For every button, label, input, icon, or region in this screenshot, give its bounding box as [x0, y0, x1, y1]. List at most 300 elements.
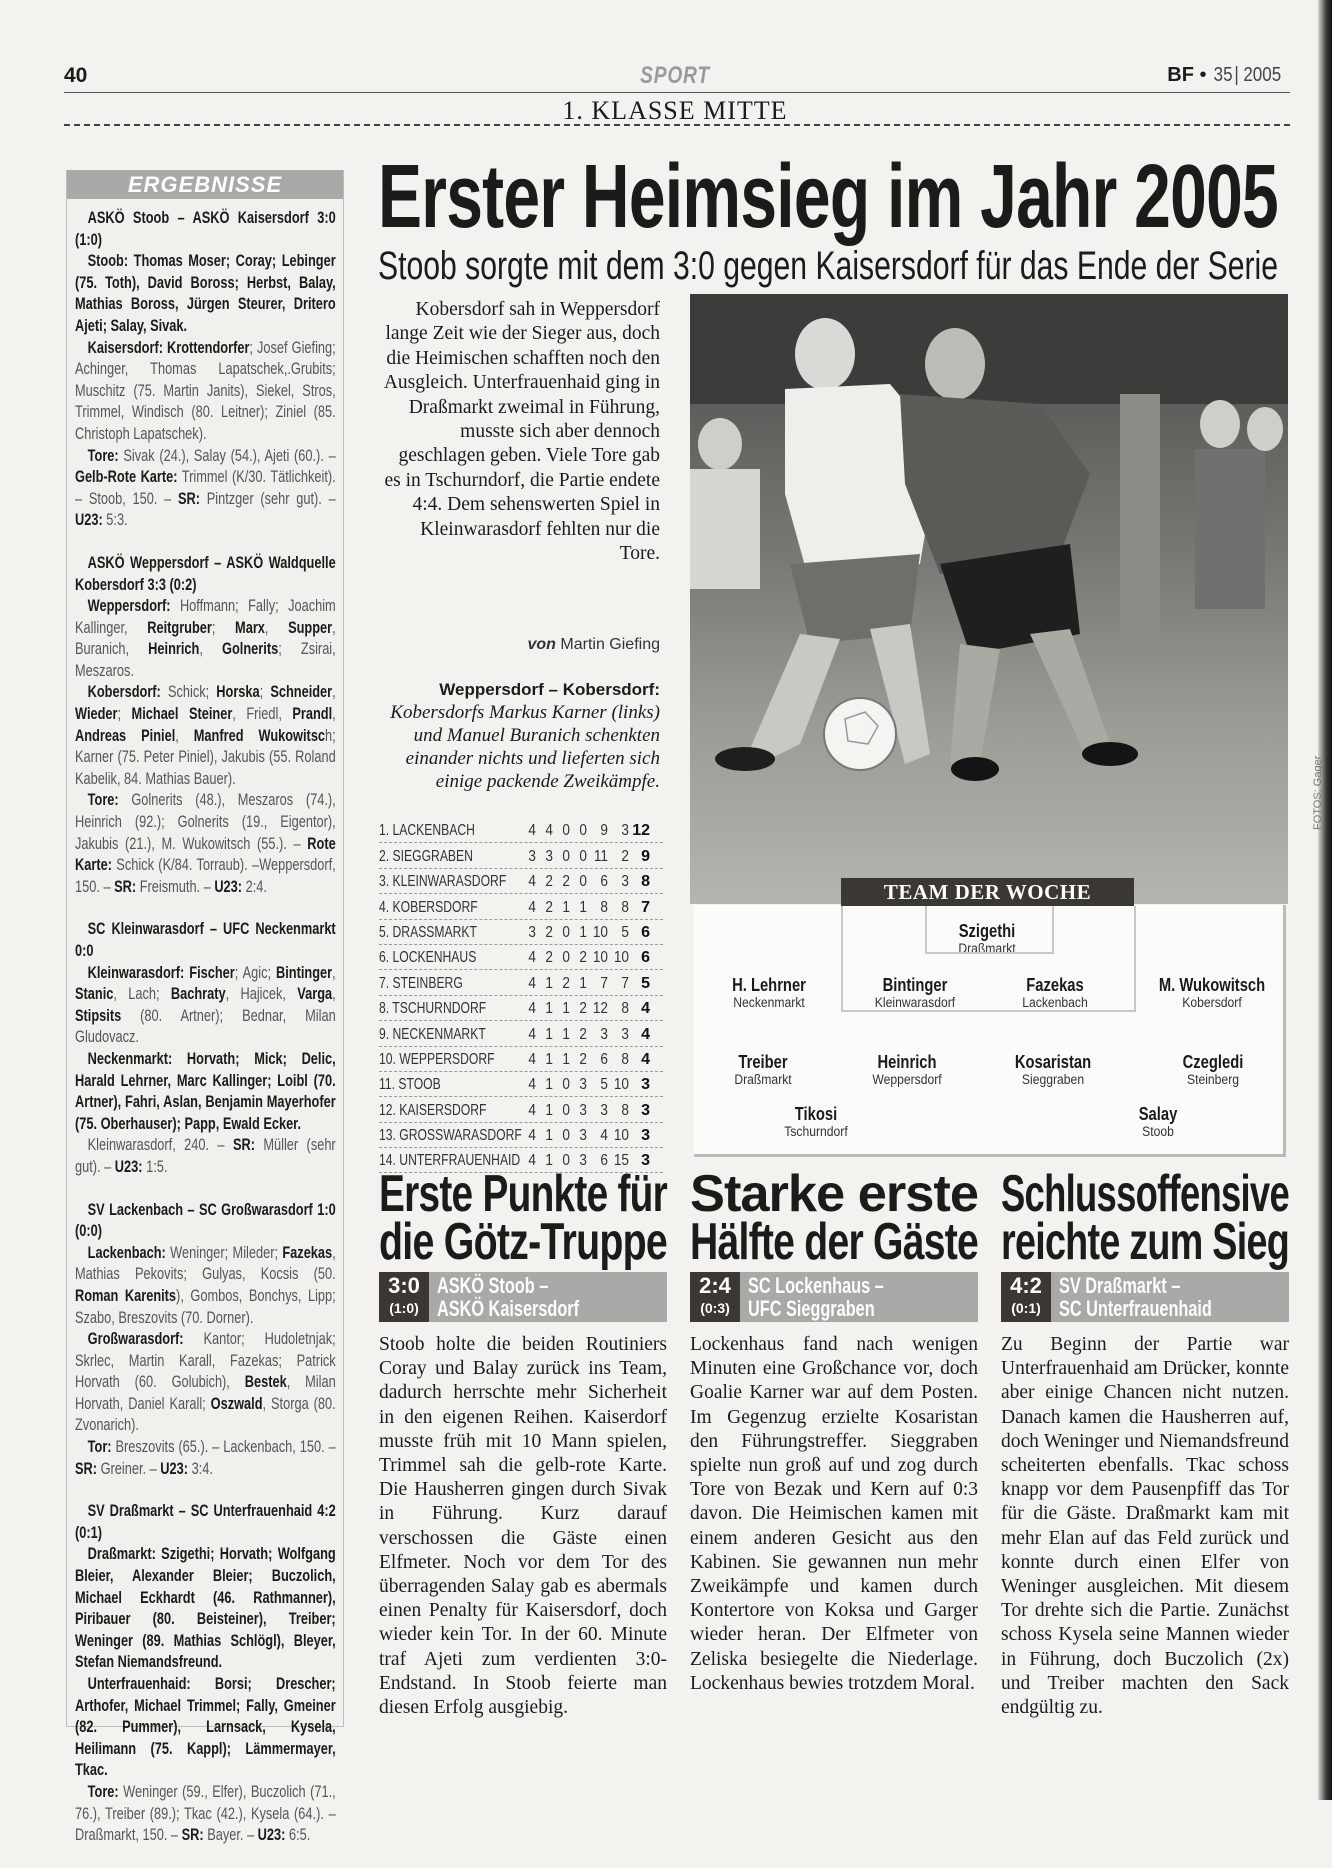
section-title: SPORT [640, 62, 710, 89]
stat-value: 3 [621, 822, 629, 840]
points: 5 [641, 974, 650, 992]
player-club: Lackenbach [1022, 995, 1088, 1010]
stat-value: 1 [562, 1050, 570, 1068]
headline-text: Erste Punkte für [379, 1165, 667, 1223]
bold-text: Tor: [87, 1438, 112, 1457]
text: 5:3. [102, 511, 128, 530]
match-title: ASKÖ Stoob – ASKÖ Kaisersdorf 3:0 (1:0) [75, 209, 336, 249]
stat-value: 0 [562, 847, 570, 865]
team-name: 1. LACKENBACH [379, 822, 475, 840]
match-paragraph [75, 1437, 336, 1480]
subheadline-box [378, 244, 1278, 288]
bold-text: U23: [214, 877, 243, 896]
match-paragraph [75, 1544, 336, 1674]
halftime-score: (0:1) [1011, 1300, 1041, 1316]
text: , [199, 640, 223, 659]
player-club: Draßmarkt [958, 941, 1016, 956]
stat-value: 3 [528, 923, 536, 941]
player-name: M. Wukowitsch [1158, 975, 1266, 995]
bold-text: Bachraty [170, 985, 226, 1004]
text: Schick; [160, 683, 217, 702]
match-paragraph [75, 1243, 336, 1329]
text: , [332, 985, 336, 1004]
text: ; Josef Giefing; Achinger, Thomas Lapatschek,.Grubits; Muschitz (75. Martin Janits), Siekel, Stros, Trimmel, Windisch (80. Leitner); Ziniel (85. Christoph Lapatschek). [75, 338, 336, 443]
stat-value: 7 [600, 974, 608, 992]
table-row [379, 843, 663, 868]
match-report [75, 1501, 336, 1847]
stat-value: 1 [562, 898, 570, 916]
score-box [379, 1272, 429, 1322]
subheadline: Stoob sorgte mit dem 3:0 gegen Kaisersdorf für das Ende der Serie [378, 244, 1278, 288]
dashed-rule [64, 124, 1290, 126]
match-paragraph [75, 963, 336, 1049]
player-forward [1078, 1104, 1238, 1140]
table-row [379, 945, 663, 970]
bold-text: SR: [181, 1826, 204, 1845]
bold-text: Tore: [87, 446, 119, 465]
stat-value: 8 [621, 1000, 629, 1018]
stat-value: 6 [600, 1050, 608, 1068]
stat-value: 4 [528, 898, 536, 916]
text: , [332, 963, 336, 982]
table-row [379, 996, 663, 1021]
bold-text: Varga [297, 985, 333, 1004]
player-name: H. Lehrner [732, 975, 806, 995]
match-paragraph [75, 790, 336, 898]
match-paragraph [75, 1135, 336, 1178]
stat-value: 0 [579, 847, 587, 865]
headline-text: Schlussoffensive [1001, 1165, 1289, 1223]
team-name: 8. TSCHURNDORF [379, 1000, 487, 1018]
halftime-score: (0:3) [700, 1300, 730, 1316]
stat-value: 1 [562, 1025, 570, 1043]
text: Bayer. – [203, 1826, 258, 1845]
headline-text: Starke erste [690, 1165, 978, 1223]
stat-value: 0 [562, 923, 570, 941]
byline-prefix: von [527, 636, 556, 653]
stat-value: 4 [528, 1127, 536, 1145]
headline-text: die Götz-Truppe [379, 1213, 667, 1271]
player-midfielder [827, 1052, 987, 1088]
player-club: Sieggraben [1021, 1072, 1085, 1087]
points: 3 [641, 1076, 650, 1094]
stat-value: 10 [592, 923, 608, 941]
stat-value: 6 [600, 1152, 608, 1170]
text: 1:5. [142, 1157, 168, 1176]
score-bar [379, 1272, 667, 1322]
standings-table [379, 818, 663, 1173]
match-title: SV Lackenbach – SC Großwarasdorf 1:0 (0:0) [75, 1200, 336, 1241]
table-row [379, 1097, 663, 1122]
team-name: 13. GROSSWARASDORF [379, 1127, 522, 1145]
bold-text: Stoob: Thomas Moser; Coray; Lebinger (75. Toth), David Boross; Herbst, Balay, Mathias Boross, Jürgen Steurer, Dritero Ajeti; Salay, Sivak. [75, 252, 336, 335]
bold-text: U23: [160, 1459, 189, 1478]
stat-value: 1 [579, 898, 587, 916]
stat-value: 0 [562, 1127, 570, 1145]
points: 12 [632, 822, 650, 840]
bold-text: Supper [288, 618, 333, 637]
stat-value: 9 [600, 822, 608, 840]
stat-value: 8 [621, 898, 629, 916]
match-paragraph [75, 596, 336, 682]
header-rule [64, 92, 1290, 93]
stat-value: 2 [621, 847, 629, 865]
bold-text: Kleinwarasdorf: Fischer [87, 963, 235, 982]
team-name: 5. DRASSMARKT [379, 923, 477, 941]
stat-value: 2 [545, 949, 553, 967]
text: , [175, 726, 194, 745]
match-paragraph [75, 682, 336, 790]
bold-text: Wieder [75, 705, 118, 724]
stat-value: 2 [579, 1025, 587, 1043]
stat-value: 0 [579, 873, 587, 891]
text: h; Karner (75. Peter Piniel), Jakubis (55. Roland Kabelik, 84. Mathias Bauer). [75, 726, 336, 788]
match-report [75, 1200, 336, 1481]
caption-text: Kobersdorfs Markus Karner (links) und Manuel Buranich schenkten einander nichts und lieferten sich einige packende Zweikämpfe. [390, 702, 660, 792]
final-score: 2:4 [699, 1273, 731, 1298]
score-box [690, 1272, 740, 1322]
text: Kantor; Hudoletnjak; Skrlec, Martin Karall, Fazekas; Patrick Horvath (60. Golubich), [75, 1330, 336, 1392]
team-name: 2. SIEGGRABEN [379, 847, 473, 865]
stat-value: 3 [528, 847, 536, 865]
stat-value: 3 [600, 1101, 608, 1119]
headline-text: Hälfte der Gäste [690, 1213, 978, 1271]
main-headline: Erster Heimsieg im Jahr 2005 [378, 147, 1278, 247]
stat-value: 1 [545, 1025, 553, 1043]
table-row [379, 1021, 663, 1046]
bold-text: Andreas Piniel [75, 726, 176, 745]
table-row [379, 869, 663, 894]
bold-text: Michael Steiner [131, 705, 233, 724]
score-bar [690, 1272, 978, 1322]
table-row [379, 1047, 663, 1072]
stat-value: 3 [579, 1127, 587, 1145]
points: 4 [641, 1000, 650, 1018]
text: Freismuth. – [136, 877, 215, 896]
player-name: Kosaristan [1014, 1052, 1092, 1072]
text: Kleinwarasdorf, 240. – [87, 1136, 233, 1155]
article-lockenhaus [690, 1165, 978, 1696]
match-paragraph [75, 251, 336, 337]
text: 3:4. [188, 1459, 213, 1478]
bold-text: Prandl [292, 705, 333, 724]
issue-label [1167, 64, 1284, 87]
bold-text: Tore: [87, 1782, 119, 1801]
match-title: ASKÖ Weppersdorf – ASKÖ Waldquelle Kobersdorf 3:3 (0:2) [75, 553, 336, 594]
stat-value: 4 [528, 1076, 536, 1094]
points: 4 [641, 1050, 650, 1068]
match-teams [1059, 1274, 1212, 1320]
stat-value: 4 [528, 974, 536, 992]
match-report [75, 208, 336, 532]
points: 9 [641, 847, 650, 865]
bold-text: Manfred Wukowitsc [193, 726, 326, 745]
stat-value: 3 [579, 1152, 587, 1170]
bold-text: U23: [257, 1826, 286, 1845]
team-name: 3. KLEINWARASDORF [379, 873, 507, 891]
text: Schick (K/84. Torraub). –Weppersdorf, 150. – [75, 856, 336, 896]
points: 4 [641, 1025, 650, 1043]
match-report [75, 919, 336, 1178]
stat-value: 7 [621, 974, 629, 992]
article-drassmarkt [1001, 1165, 1289, 1720]
text: , Milan Horvath, Daniel Karall; [75, 1373, 336, 1413]
bold-text: Bintinger [276, 963, 333, 982]
stat-value: 3 [621, 1025, 629, 1043]
bold-text: Stanic [75, 985, 114, 1004]
points: 3 [641, 1152, 650, 1170]
article-body: Stoob holte die beiden Routiniers Coray und Balay zurück ins Team, dadurch herrschte mehr Sicherheit in den eigenen Reihen. Kaiserdorf musste früh mit 10 Mann spielen, Trimmel sah die gelb-rote Karte. Die Hausherren gingen durch Sivak in Führung. Kurz darauf verschossen die Gäste einen Elfmeter. Noch vor dem Tor des überragenden Salay gab es abermals einen Penalty für Kaisersdorf, doch wieder kein Tor. In der 60. Minute traf Ajeti zum verdienten 3:0-Endstand. In Stoob feierte man diesen Erfolg ausgiebig. [379, 1334, 667, 1719]
player-club: Tschurndorf [784, 1124, 848, 1139]
article-stoob [379, 1165, 667, 1720]
text: Weninger (59., Elfer), Buczolich (71., 76.), Treiber (89.); Tkac (42.), Kysela (64.). – Draßmarkt, 150. – [75, 1782, 336, 1845]
stat-value: 10 [613, 1076, 629, 1094]
team-name: 14. UNTERFRAUENHAID [379, 1152, 521, 1170]
bold-text: Stipsits [75, 1006, 122, 1025]
stat-value: 2 [562, 974, 570, 992]
subsection-title: 1. KLASSE MITTE [562, 96, 788, 125]
text: Golnerits (48.), Meszaros (74.), Heinrich (92.); Golnerits (19., Eigentor), Jakubis (21.), M. Wukowitsch (55.). – [75, 791, 336, 853]
stat-value: 0 [562, 1076, 570, 1094]
stat-value: 3 [621, 873, 629, 891]
away-team: ASKÖ Kaisersdorf [437, 1296, 580, 1321]
photo-credit: FOTOS: Gager [1312, 755, 1324, 830]
bold-text: Fazekas [282, 1243, 333, 1262]
match-teams [748, 1274, 884, 1320]
bold-text: U23: [114, 1157, 143, 1176]
bold-text: Bestek [244, 1373, 287, 1392]
stat-value: 1 [545, 974, 553, 992]
results-heading: ERGEBNISSE [67, 170, 343, 199]
home-team: ASKÖ Stoob – [437, 1273, 549, 1298]
points: 8 [641, 873, 650, 891]
stat-value: 2 [545, 873, 553, 891]
player-club: Weppersdorf [872, 1072, 942, 1087]
team-name: 10. WEPPERSDORF [379, 1050, 495, 1068]
intro-paragraph: Kobersdorf sah in Weppersdorf lange Zeit wie der Sieger aus, doch die Heimischen schafften noch den Ausgleich. Unterfrauenhaid ging in Draßmarkt zweimal in Führung, musste sich aber dennoch geschlagen geben. Viele Tore gab es in Tschurndorf, die Partie endete 4:4. Dem sehenswerten Spiel in Kleinwarasdorf fehlten nur die Tore. [383, 299, 660, 565]
text: 2:4. [242, 877, 267, 896]
text: ; [211, 618, 236, 637]
text: ; Agic; [234, 963, 277, 982]
stat-value: 4 [528, 949, 536, 967]
stat-value: 3 [545, 847, 553, 865]
points: 3 [641, 1101, 650, 1119]
text: Trimmel (K/30. Tätlichkeit). – Stoob, 150. – [75, 468, 336, 508]
home-team: SC Lockenhaus – [748, 1273, 884, 1298]
stat-value: 8 [600, 898, 608, 916]
stat-value: 6 [600, 873, 608, 891]
text: , [332, 683, 336, 702]
caption-lead: Weppersdorf – Kobersdorf: [439, 680, 660, 699]
stat-value: 2 [545, 898, 553, 916]
player-club: Draßmarkt [734, 1072, 792, 1087]
stat-value: 4 [600, 1127, 608, 1145]
stat-value: 3 [579, 1076, 587, 1094]
stat-value: 1 [545, 1076, 553, 1094]
stat-value: 4 [528, 1101, 536, 1119]
bold-text: Tore: [87, 791, 119, 810]
bold-text: U23: [75, 511, 103, 530]
player-defender [1132, 975, 1292, 1011]
player-name: Salay [1138, 1104, 1178, 1124]
text: , Buranich, [75, 618, 336, 659]
match-paragraph [75, 1782, 336, 1847]
bold-text: Lackenbach: [87, 1243, 166, 1262]
player-midfielder [973, 1052, 1133, 1088]
separator-dot: • [1199, 64, 1213, 86]
stat-value: 1 [579, 923, 587, 941]
bold-text: Roman Karenits [75, 1286, 177, 1305]
team-of-week-title: TEAM DER WOCHE [841, 878, 1134, 906]
issue-number: 35 [1213, 64, 1233, 86]
table-row [379, 1123, 663, 1148]
points: 6 [641, 923, 650, 941]
bold-text: Marx [235, 618, 265, 637]
player-club: Kobersdorf [1182, 995, 1242, 1010]
team-name: 4. KOBERSDORF [379, 898, 478, 916]
results-list [75, 208, 336, 1868]
bold-text: Reitgruber [147, 618, 212, 637]
stat-value: 3 [579, 1101, 587, 1119]
stat-value: 2 [579, 1000, 587, 1018]
bold-text: Unterfrauenhaid: Borsi; Drescher; Arthofer, Michael Trimmel; Fally, Gmeiner (82. Pummer), Larnsack, Kysela, Heilimann (75. Kappl); Lämmermayer, Tkac. [75, 1675, 336, 1780]
stat-value: 1 [545, 1000, 553, 1018]
text: Greiner. – [97, 1459, 161, 1478]
team-name: 9. NECKENMARKT [379, 1025, 486, 1043]
main-headline-box [378, 147, 1278, 247]
player-club: Steinberg [1186, 1072, 1240, 1087]
publication-name: BF [1167, 64, 1194, 86]
player-defender [689, 975, 849, 1011]
text: , Lach; [113, 985, 171, 1004]
stat-value: 0 [579, 822, 587, 840]
bold-text: Großwarasdorf: [87, 1330, 184, 1349]
player-club: Stoob [1142, 1124, 1174, 1139]
home-team: SV Draßmarkt – [1059, 1273, 1181, 1298]
bold-text: SR: [177, 489, 201, 508]
match-title: SV Draßmarkt – SC Unterfrauenhaid 4:2 (0:1) [75, 1502, 336, 1542]
article-headline-line [690, 1165, 978, 1223]
player-name: Heinrich [877, 1052, 937, 1072]
text: , [332, 705, 336, 724]
page-number: 40 [64, 64, 88, 87]
player-name: Fazekas [1026, 975, 1084, 995]
team-name: 6. LOCKENHAUS [379, 949, 477, 967]
stat-value: 10 [592, 949, 608, 967]
football-players-photo [690, 294, 1288, 904]
stat-value: 8 [621, 1050, 629, 1068]
article-body: Zu Beginn der Partie war Unterfrauenhaid am Drücker, konnte aber einige Chancen nicht nutzen. Danach kamen die Hausherren auf, doch Weninger und Niemandsfreund scheiterten ebenfalls. Tkac schoss knapp vor dem Pausenpfiff das Tor für die Gäste. Draßmarkt kam mit mehr Elan auf das Feld zurück und konnte durch einen Elfer von Weninger ausgleichen. Mit diesem Tor drehte sich die Partie. Zunächst schoss Kysela seine Mannen wieder in Führung, doch Buczolich (2x) und Treiber machten den Sack endgültig zu. [1001, 1334, 1289, 1719]
player-forward [736, 1104, 896, 1140]
stat-value: 3 [600, 1025, 608, 1043]
byline-author: Martin Giefing [560, 636, 660, 653]
page-edge [1318, 0, 1332, 1800]
player-club: Neckenmarkt [733, 995, 805, 1010]
bold-text: Draßmarkt: Szigethi; Horvath; Wolfgang Bleier, Alexander Bleier; Buczolich, Michael Eckhardt (46. Rathmanner), Piribauer (80. Beisteiner), Treiber; Weninger (89. Mathias Schlögl), Bleyer, Stefan Niemandsfreund. [75, 1545, 336, 1672]
team-name: 12. KAISERSDORF [379, 1101, 487, 1119]
bold-text: Horska [216, 683, 260, 702]
article-headline-line [379, 1213, 667, 1271]
stat-value: 4 [528, 1025, 536, 1043]
results-column [66, 170, 344, 1845]
text: 6:5. [285, 1826, 311, 1845]
player-name: Bintinger [882, 975, 948, 995]
stat-value: 1 [562, 1000, 570, 1018]
bold-text: Schneider [270, 683, 333, 702]
text: Sivak (24.), Salay (54.), Ajeti (60.). – [118, 446, 336, 465]
player-midfielder [683, 1052, 843, 1088]
article-headline-line [1001, 1165, 1289, 1223]
team-name: 11. STOOB [379, 1076, 441, 1094]
text: Breszovits (65.). – Lackenbach, 150. – [111, 1438, 336, 1457]
stat-value: 5 [600, 1076, 608, 1094]
points: 3 [641, 1127, 650, 1145]
stat-value: 1 [579, 974, 587, 992]
player-name: Czegledi [1182, 1052, 1244, 1072]
match-paragraph [75, 1674, 336, 1782]
player-name: Szigethi [958, 921, 1016, 941]
table-row [379, 894, 663, 919]
match-paragraph [75, 338, 336, 446]
bold-text: Rote Karte: [75, 834, 336, 875]
text: , Hajicek, [225, 985, 298, 1004]
stat-value: 8 [621, 1101, 629, 1119]
match-title: SC Kleinwarasdorf – UFC Neckenmarkt 0:0 [75, 920, 336, 960]
player-name: Tikosi [794, 1104, 838, 1124]
final-score: 4:2 [1010, 1273, 1042, 1298]
text: ; [117, 705, 132, 724]
score-bar [1001, 1272, 1289, 1322]
bold-text: Oszwald [210, 1394, 263, 1413]
away-team: SC Unterfrauenhaid [1059, 1296, 1212, 1321]
article-headline-line [379, 1165, 667, 1223]
issue-divider: | [1234, 64, 1240, 86]
points: 7 [641, 898, 650, 916]
bold-text: Gelb-Rote Karte: [75, 468, 178, 487]
text: ), Gombos, Bonchys, Lipp; Szabo, Breszovits (70. Dorner). [75, 1286, 336, 1327]
text: , Storga (80. Zvonarich). [75, 1394, 336, 1435]
stat-value: 1 [545, 1101, 553, 1119]
bold-text: SR: [114, 877, 137, 896]
match-paragraph [75, 446, 336, 532]
bold-text: Heinrich [148, 640, 200, 659]
stat-value: 1 [545, 1152, 553, 1170]
article-body: Lockenhaus fand nach wenigen Minuten eine Großchance vor, doch Goalie Karner war auf dem Posten. Im Gegenzug erzielte Kosaristan den Führungstreffer. Sieggraben spielte nun groß auf und zog durch Tore von Bezak und Kern auf 0:3 davon. Die Heimischen kamen mit einem anderen Gesicht aus den Kabinen. Sie gewannen nun mehr Zweikämpfe und kamen durch Kontertore von Koksa und Garger wieder heran. Der Elfmeter von Zeliska besiegelte die Niederlage. Lockenhaus bewies trotzdem Moral. [690, 1334, 978, 1694]
stat-value: 4 [528, 1050, 536, 1068]
halftime-score: (1:0) [389, 1300, 419, 1316]
text: Pintzger (sehr gut). – [200, 489, 336, 508]
match-report [75, 553, 336, 899]
player-midfielder [1133, 1052, 1293, 1088]
text: ; [259, 683, 271, 702]
match-photo [690, 294, 1288, 904]
stat-value: 11 [593, 847, 608, 865]
table-row [379, 818, 663, 843]
photo-caption [378, 678, 660, 793]
text: , Friedl, [232, 705, 293, 724]
stat-value: 4 [528, 1152, 536, 1170]
article-headline-line [690, 1213, 978, 1271]
text: Weninger; Mileder; [165, 1243, 283, 1262]
bold-text: SR: [232, 1136, 255, 1155]
stat-value: 2 [562, 873, 570, 891]
stat-value: 0 [562, 949, 570, 967]
text: (80. Artner); Bednar, Milan Gludovacz. [75, 1006, 336, 1047]
stat-value: 1 [545, 1050, 553, 1068]
stat-value: 2 [545, 923, 553, 941]
text: Müller (sehr gut). – [75, 1136, 336, 1176]
match-paragraph [75, 1049, 336, 1135]
